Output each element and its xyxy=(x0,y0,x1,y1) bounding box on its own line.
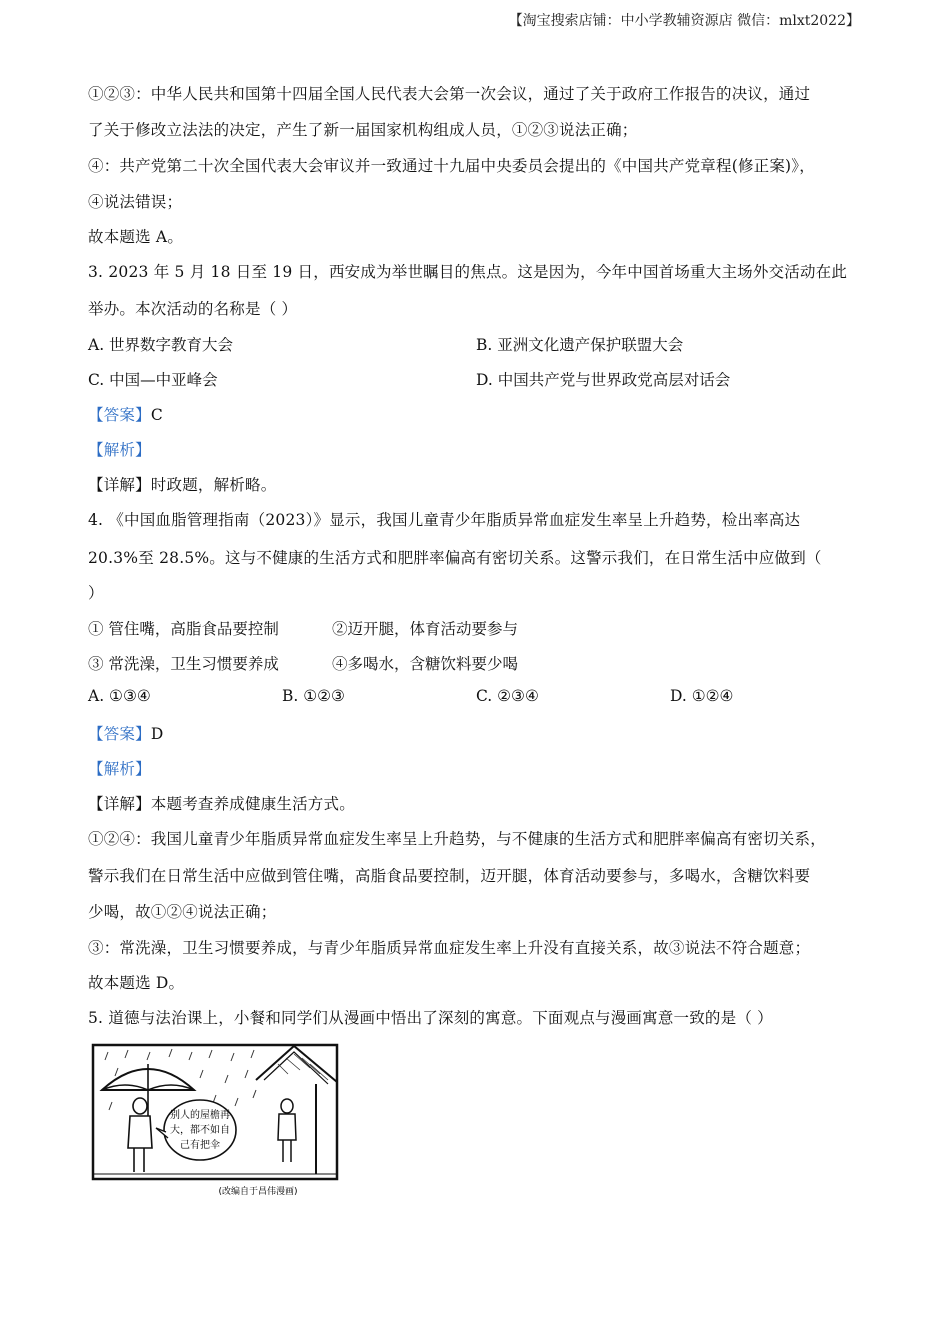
bubble-line-3: 己有把伞 xyxy=(180,1140,220,1151)
q4-explain-line-3: 少喝，故①②④说法正确； xyxy=(88,903,277,921)
q4-option-d: D. ①②④ xyxy=(670,687,734,705)
q4-item-4: ④多喝水，含糖饮料要少喝 xyxy=(332,655,519,673)
umbrella-cartoon xyxy=(88,1040,344,1200)
q3-analysis-label: 【解析】 xyxy=(88,441,151,459)
q3-stem-line-2: 举办。本次活动的名称是（ ） xyxy=(88,300,298,318)
q4-item-3: ③ 常洗澡，卫生习惯要养成 xyxy=(88,655,279,673)
q4-answer xyxy=(88,722,163,744)
q3-option-b: B. 亚洲文化遗产保护联盟大会 xyxy=(476,336,684,354)
q4-analysis-label: 【解析】 xyxy=(88,760,151,778)
bubble-line-2: 大，都不如自 xyxy=(170,1125,230,1136)
q5-stem: 5. 道德与法治课上，小餐和同学们从漫画中悟出了深刻的寓意。下面观点与漫画寓意一致的是（ ） xyxy=(88,1009,773,1027)
q3-answer xyxy=(88,403,163,425)
q4-stem-line-3: ） xyxy=(88,584,104,602)
q4-option-a: A. ①③④ xyxy=(88,687,151,705)
q2-explain-line-4: ④说法错误； xyxy=(88,193,183,211)
q3-option-a: A. 世界数字教育大会 xyxy=(88,336,234,354)
q2-conclusion: 故本题选 A。 xyxy=(88,228,184,246)
q4-conclusion: 故本题选 D。 xyxy=(88,974,185,992)
q2-explain-line-1: ①②③：中华人民共和国第十四届全国人民代表大会第一次会议，通过了关于政府工作报告的决议，通过 xyxy=(88,85,811,103)
answer-value: C xyxy=(150,406,163,424)
cartoon-caption: (改编自于昌伟漫画) xyxy=(218,1187,298,1197)
answer-value: D xyxy=(150,725,164,743)
page-header: 【淘宝搜索店铺：中小学教辅资源店 微信：mlxt2022】 xyxy=(508,13,860,29)
answer-label: 【答案】 xyxy=(88,725,151,743)
answer-label: 【答案】 xyxy=(88,406,151,424)
q4-explain-line-1: ①②④：我国儿童青少年脂质异常血症发生率呈上升趋势，与不健康的生活方式和肥胖率偏高有密切关系， xyxy=(88,830,826,848)
q4-item-2: ②迈开腿，体育活动要参与 xyxy=(332,620,519,638)
q4-stem-line-2: 20.3%至 28.5%。这与不健康的生活方式和肥胖率偏高有密切关系。这警示我们，在日常生活中应做到（ xyxy=(88,549,822,567)
q4-explain-line-4: ③：常洗澡，卫生习惯要养成，与青少年脂质异常血症发生率上升没有直接关系，故③说法不符合题意； xyxy=(88,939,811,957)
q4-stem-line-1: 4. 《中国血脂管理指南（2023）》显示，我国儿童青少年脂质异常血症发生率呈上升趋势，检出率高达 xyxy=(88,511,801,529)
q2-explain-line-3: ④：共产党第二十次全国代表大会审议并一致通过十九届中央委员会提出的《中国共产党章程(修正案)》， xyxy=(88,157,815,175)
q4-option-c: C. ②③④ xyxy=(476,687,539,705)
q3-stem-line-1: 3. 2023 年 5 月 18 日至 19 日，西安成为举世瞩目的焦点。这是因为，今年中国首场重大主场外交活动在此 xyxy=(88,263,848,281)
q2-explain-line-2: 了关于修改立法法的决定，产生了新一届国家机构组成人员，①②③说法正确； xyxy=(88,121,638,139)
q3-option-d: D. 中国共产党与世界政党高层对话会 xyxy=(476,371,731,389)
q4-explain-line-2: 警示我们在日常生活中应做到管住嘴，高脂食品要控制，迈开腿，体育活动要参与，多喝水，含糖饮料要 xyxy=(88,867,811,885)
q4-detail: 【详解】本题考查养成健康生活方式。 xyxy=(88,795,355,813)
q3-detail: 【详解】时政题，解析略。 xyxy=(88,476,277,494)
q3-option-c: C. 中国—中亚峰会 xyxy=(88,371,218,389)
q4-option-b: B. ①②③ xyxy=(282,687,345,705)
q4-item-1: ① 管住嘴，高脂食品要控制 xyxy=(88,620,279,638)
bubble-line-1: 别人的屋檐再 xyxy=(170,1110,230,1121)
